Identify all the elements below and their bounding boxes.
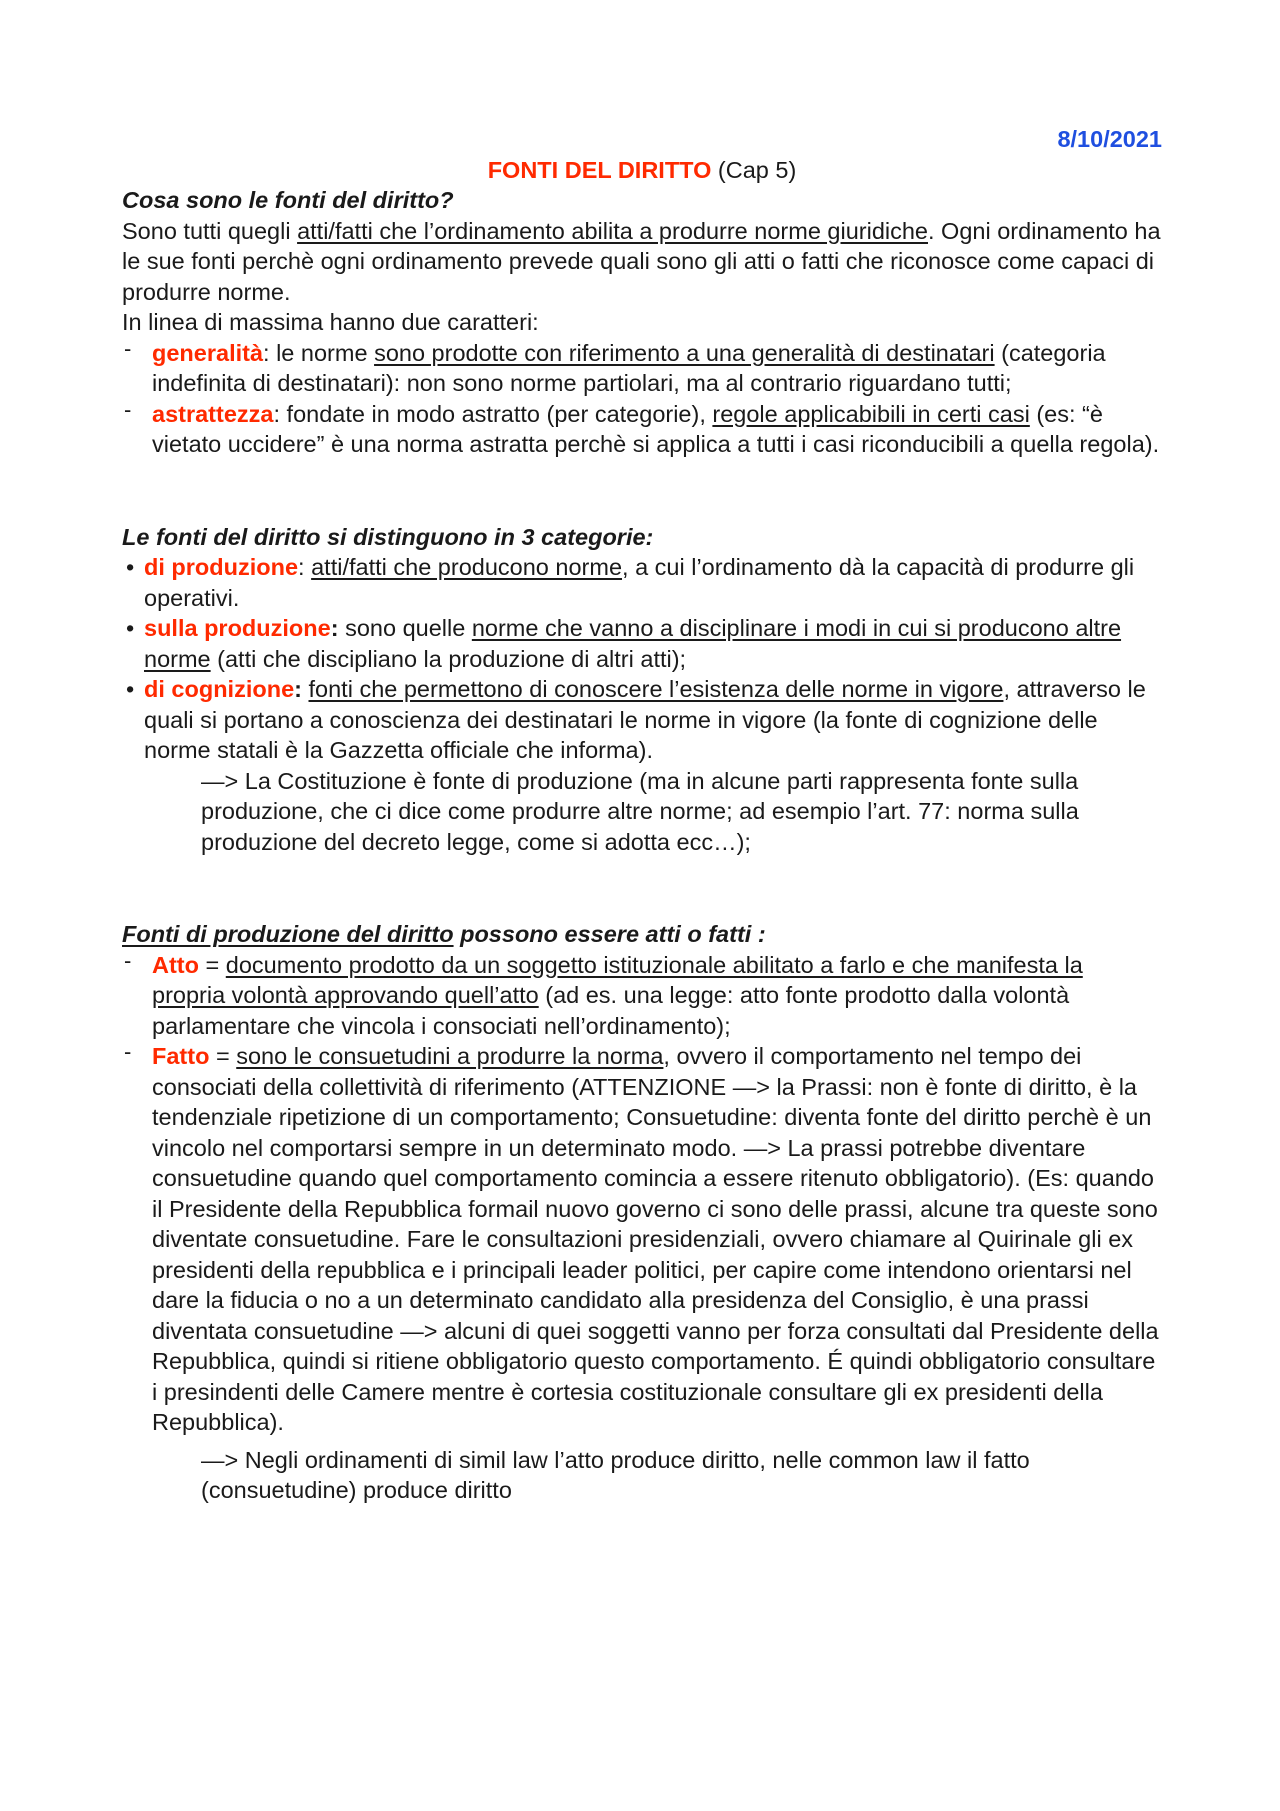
term-generalita: generalità <box>152 339 264 366</box>
characters-list <box>122 338 1162 460</box>
list-item: - generalità: le norme sono prodotte con riferimento a una generalità di destinatari (categoria indefinita di destinatari): non sono norme partiolari, ma al contrario riguardano tutti; <box>122 338 1162 399</box>
section-3-heading: Fonti di produzione del diritto possono essere atti o fatti : <box>122 921 766 947</box>
document-date: 8/10/2021 <box>1057 126 1162 152</box>
common-law-note: —> Negli ordinamenti di simil law l’atto produce diritto, nelle common law il fatto (consuetudine) produce diritto <box>201 1446 1030 1503</box>
term-sulla-produzione: sulla produzione <box>144 615 331 641</box>
term-di-cognizione: di cognizione <box>144 676 295 702</box>
document-page <box>122 124 1162 1506</box>
acts-facts-list <box>122 950 1162 1438</box>
title-chapter: (Cap 5) <box>711 156 797 183</box>
term-atto: Atto <box>152 951 199 978</box>
list-item: - Atto = documento prodotto da un soggetto istituzionale abilitato a farlo e che manifesta la propria volontà approvando quell’atto (ad es. una legge: atto fonte prodotto dalla volontà parlamentare che vincola i consociati nell’ordinamento); <box>122 950 1162 1042</box>
page-title <box>122 155 1162 186</box>
section-1-intro: In linea di massima hanno due caratteri: <box>122 309 539 335</box>
title-main: FONTI DEL DIRITTO <box>487 156 712 183</box>
categories-list <box>122 552 1162 766</box>
term-di-produzione: di produzione <box>144 554 299 580</box>
term-astrattezza: astrattezza <box>152 400 274 427</box>
term-fatto: Fatto <box>152 1043 210 1069</box>
constitution-note: —> La Costituzione è fonte di produzione (ma in alcune parti rappresenta fonte sulla produzione, che ci dice come produrre altre norme; ad esempio l’art. 77: norma sulla produzione del decreto legge, come si adotta ecc…); <box>201 767 1079 855</box>
list-item: - astrattezza: fondate in modo astratto (per categorie), regole applicabibili in certi casi (es: “è vietato uccidere” è una norma astratta perchè si applica a tutti i casi riconducibili a quella regola). <box>122 399 1162 460</box>
list-item: • di cognizione: fonti che permettono di conoscere l’esistenza delle norme in vigore, attraverso le quali si portano a conoscienza dei destinatari le norme in vigore (la fonte di cognizione delle norme statali è la Gazzetta officiale che informa). <box>122 674 1162 766</box>
list-item: • sulla produzione: sono quelle norme che vanno a disciplinare i modi in cui si producono altre norme (atti che discipliano la produzione di altri atti); <box>122 613 1162 674</box>
list-item: - Fatto = sono le consuetudini a produrre la norma, ovvero il comportamento nel tempo dei consociati della collettività di riferimento (ATTENZIONE —> la Prassi: non è fonte di diritto, è la tendenziale ripetizione di un comportamento; Consuetudine: diventa fonte del diritto perchè è un vincolo nel comportarsi sempre in un determinato modo. —> La prassi potrebbe diventare consuetudine quando quel comportamento comincia a essere ritenuto obbligatorio). (Es: quando il Presidente della Repubblica formail nuovo governo ci sono delle prassi, alcune tra queste sono diventate consuetudine. Fare le consultazioni presidenziali, ovvero chiamare al Quirinale gli ex presidenti della repubblica e i principali leader politici, per capire come intendono orientarsi nel dare la fiducia o no a un determinato candidato alla presidenza del Consiglio, è una prassi diventata consuetudine —> alcuni di quei soggetti vanno per forza consultati dal Presidente della Repubblica, quindi si ritiene obbligatorio questo comportamento. É quindi obbligatorio consultare i presindenti delle Camere mentre è cortesia costituzionale consultare gli ex presidenti della Repubblica). <box>122 1041 1162 1438</box>
section-1-question: Cosa sono le fonti del diritto? <box>122 187 454 213</box>
underlined-definition: atti/fatti che l’ordinamento abilita a produrre norme giuridiche <box>297 217 928 244</box>
section-1-paragraph: Sono tutti quegli atti/fatti che l’ordinamento abilita a produrre norme giuridiche. Ogni ordinamento ha le sue fonti perchè ogni ordinamento prevede quali sono gli atti o fatti che riconosce come capaci di produrre norme. <box>122 217 1161 305</box>
section-2-heading: Le fonti del diritto si distinguono in 3 categorie: <box>122 523 654 550</box>
list-item: • di produzione: atti/fatti che producono norme, a cui l’ordinamento dà la capacità di produrre gli operativi. <box>122 552 1162 613</box>
